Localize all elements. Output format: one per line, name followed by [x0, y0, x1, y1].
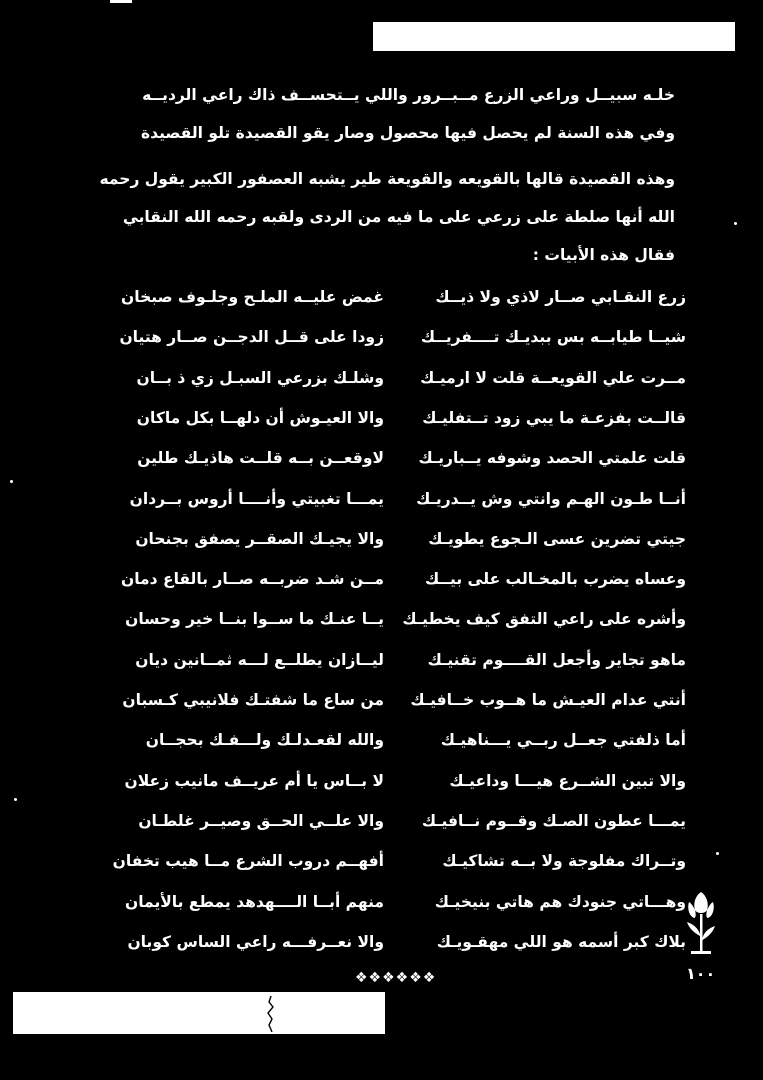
- verse-row: [94, 933, 686, 957]
- verse-row: [94, 812, 686, 836]
- verse-second-hemistich: أفهــم دروب الشرع مــا هيب تخفان: [112, 852, 384, 871]
- verse-first-hemistich: أما ذلفتي جعــل ربــي يـــناهيـك: [440, 731, 686, 750]
- verse-first-hemistich: جيتي تضرين عسى الـجوع يطويـك: [428, 529, 686, 548]
- verse-first-hemistich: يمـــا عطون الصـك وقــوم نــافيـك: [421, 811, 686, 830]
- verse-second-hemistich: مــن شـد ضربــه صــار بالقاع دمان: [121, 570, 384, 589]
- tulip-ornament-icon: [683, 888, 719, 958]
- verse-first-hemistich: أنــا طـون الهـم وانتي وش يــدريـك: [416, 489, 686, 508]
- verse-second-hemistich: والا علــي الحــق وصيــر غلطـان: [138, 811, 384, 830]
- verse-second-hemistich: يــا عنـك ما ســوا بنــا خير وحسان: [125, 610, 384, 629]
- prose-line: الله أنها صلطة على زرعي على ما فيه من الردى ولقبه رحمه الله النقابي: [122, 208, 675, 226]
- verse-row: [94, 328, 686, 352]
- verse-row: [94, 530, 686, 554]
- verse-first-hemistich: والا تبين الشــرع هيـــا وداعيـك: [449, 771, 686, 790]
- page-number: ١٠٠: [686, 964, 716, 983]
- verse-row: [94, 490, 686, 514]
- verse-row: [94, 893, 686, 917]
- verse-first-hemistich: بلاك كبر أسمه هو اللي مهقـويـك: [436, 932, 686, 951]
- prose-line: فقال هذه الأبيات :: [532, 246, 675, 264]
- verse-first-hemistich: وتــراك مفلوجة ولا بــه تشاكيـك: [442, 852, 686, 871]
- verse-row: [94, 651, 686, 675]
- verse-second-hemistich: لاوقعــن بــه قلــت هاذيـك طلين: [137, 449, 384, 468]
- verse-row: [94, 772, 686, 796]
- verse-second-hemistich: منهم أبــا الــــهدهد يمطع بالأيمان: [125, 892, 384, 911]
- verse-row: [94, 691, 686, 715]
- verse-first-hemistich: ماهو تجاير وأجعل القــــوم تقنيـك: [427, 650, 686, 669]
- verse-row: [94, 852, 686, 876]
- verse-second-hemistich: والا نعــرفـــه راعي الساس كوبان: [127, 932, 384, 951]
- verse-row: [94, 731, 686, 755]
- verse-first-hemistich: وأشره على راعي التفق كيف يخطيـك: [402, 610, 686, 629]
- verse-second-hemistich: والا العيـوش أن دلهــا بكل ماكان: [136, 408, 384, 427]
- verse-first-hemistich: شيــا طيابــه بس ببديـك تــــفريــك: [420, 328, 686, 347]
- separator-ornament: ❖❖❖❖❖❖: [355, 970, 437, 986]
- verse-second-hemistich: ليــازان يطلــع لـــه ثمــانين ديان: [135, 650, 384, 669]
- scan-speck: [10, 480, 13, 483]
- verse-first-hemistich: أنتي عدام العيـش ما هــوب خــافيـك: [410, 691, 686, 709]
- verse-row: [94, 288, 686, 312]
- prose-line: خلـه سبيــل وراعي الزرع مــبــرور واللي يــتحســف ذاك راعي الرديــه: [142, 86, 675, 104]
- scan-speck: [716, 852, 719, 855]
- verse-second-hemistich: لا بــاس يا أم عريــف مانيب زعلان: [124, 771, 384, 790]
- verse-second-hemistich: وشلـك بزرعي السبـل زي ذ بــان: [136, 368, 384, 387]
- verse-row: [94, 610, 686, 634]
- verse-first-hemistich: قالــت بفزعـة ما يبي زود تــتفليـك: [422, 408, 686, 427]
- footer-redaction-bar: [13, 992, 385, 1034]
- prose-line: وهذه القصيدة قالها بالقويعه والقويعة طير يشبه العصفور الكبير يقول رحمه: [99, 170, 675, 188]
- verse-row: [94, 570, 686, 594]
- verse-row: [94, 369, 686, 393]
- verse-second-hemistich: زودا على قــل الدجــن صــار هتيان: [119, 328, 384, 347]
- scan-artifact-icon: [263, 996, 279, 1032]
- scan-speck: [14, 798, 17, 801]
- verse-second-hemistich: والا يجيـك الصقــر يصفق بجنحان: [135, 529, 384, 548]
- scan-mark-top: [110, 0, 132, 3]
- scan-speck: [734, 222, 737, 225]
- header-redaction-bar: [373, 22, 735, 51]
- prose-line: وفي هذه السنة لم يحصل فيها محصول وصار يقو القصيدة تلو القصيدة: [140, 124, 675, 142]
- verse-first-hemistich: مــرت علي القويعــة قلت لا ارميـك: [420, 368, 686, 387]
- verse-first-hemistich: وهـــاتي جنودك هم هاتي بنيخيـك: [434, 892, 686, 911]
- prose-block: [75, 86, 675, 266]
- verse-second-hemistich: والله لقعـدلـك ولـــفـك بحجــان: [145, 731, 384, 750]
- verse-row: [94, 409, 686, 433]
- verse-second-hemistich: غمض عليــه الملـح وجلـوف صبخان: [121, 288, 384, 306]
- verse-second-hemistich: من ساع ما شفتـك فلانيبي كـسبان: [122, 691, 384, 709]
- verse-first-hemistich: قلت علمتي الحصد وشوفه يــباريـك: [418, 449, 686, 468]
- verse-first-hemistich: وعساه يضرب بالمخـالب على بيــك: [424, 570, 686, 589]
- verse-row: [94, 449, 686, 473]
- verse-first-hemistich: زرع النقـابي صــار لاذي ولا ذيــك: [435, 288, 686, 306]
- verse-second-hemistich: يمـــا تغبيتي وأنــــا أروس بــردان: [129, 489, 384, 508]
